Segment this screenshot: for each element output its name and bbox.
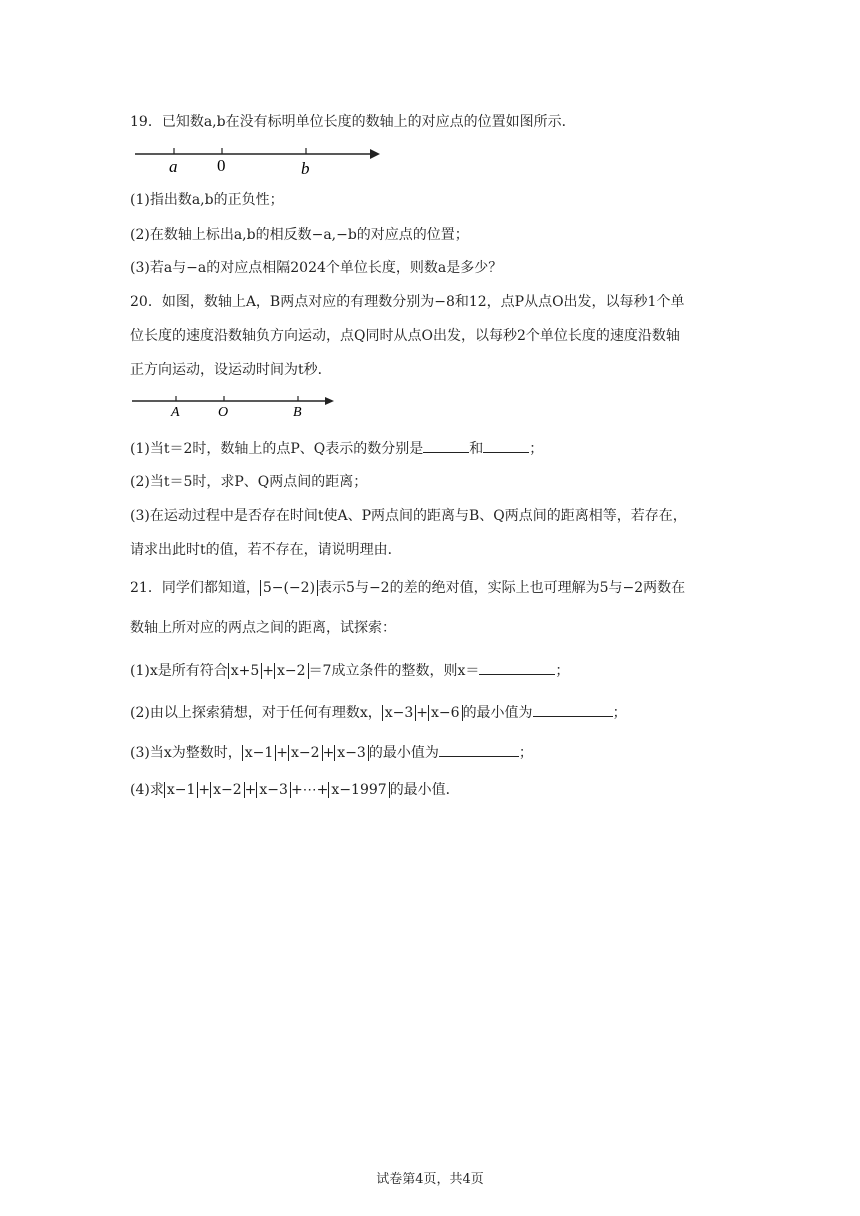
q19-label-0: 0 (217, 156, 226, 175)
q21-stem-text-a: 21．同学们都知道， (130, 580, 260, 596)
q21-p3-text-c: ； (518, 745, 533, 761)
q19-part1: (1)指出数a,b的正负性； (130, 192, 284, 208)
q19-part2: (2)在数轴上标出a,b的相反数−a,−b的对应点的位置； (130, 227, 469, 243)
q21-p4-plus2: + (244, 782, 257, 798)
q21-p3-text-b: 的最小值为 (368, 745, 439, 761)
q19-part3: (3)若a与−a的对应点相隔2024个单位长度，则数a是多少？ (130, 260, 503, 276)
q20-label-O: O (218, 405, 229, 420)
q20-part1 (130, 438, 543, 459)
q20-stem-line2: 位长度的速度沿数轴负方向运动，点Q同时从点O出发，以每秒2个单位长度的速度沿数轴 (130, 328, 680, 344)
q19-number-line (130, 140, 390, 180)
q21-p4-text-a: (4)求 (130, 782, 164, 798)
q21-p1-text-a: (1)x是所有符合 (130, 663, 228, 679)
q21-part3 (130, 742, 533, 763)
q21-p3-plus2: + (322, 745, 335, 761)
q21-stem-abs: 5−(−2) (260, 580, 318, 596)
page-footer: 试卷第4页，共4页 (376, 1172, 484, 1187)
q21-stem-line2: 数轴上所对应的两点之间的距离，试探索： (130, 620, 396, 636)
q21-p1-text-b: ＝7成立条件的整数，则x＝ (308, 663, 480, 679)
q20-number-line (128, 392, 348, 422)
q20-part1-text-c: ； (529, 441, 544, 457)
q21-p3-abs3: x−3 (334, 745, 369, 761)
q21-part2 (130, 702, 627, 723)
q20-blank-1[interactable] (423, 438, 469, 453)
q21-p2-text-a: (2)由以上探索猜想，对于任何有理数x， (130, 705, 382, 721)
q21-p3-abs2: x−2 (288, 745, 323, 761)
q19-label-b: b (301, 159, 310, 178)
q21-p2-abs2: x−6 (428, 705, 463, 721)
q21-p3-plus1: + (276, 745, 289, 761)
q21-p2-abs1: x−3 (382, 705, 417, 721)
q20-part3-line1: (3)在运动过程中是否存在时间t使A、P两点间的距离与B、Q两点间的距离相等，若存在， (130, 508, 687, 524)
q21-p4-plus1: + (198, 782, 211, 798)
q20-stem-line3: 正方向运动，设运动时间为t秒． (130, 362, 332, 378)
q21-p2-blank[interactable] (533, 702, 613, 717)
q21-p4-text-b: 的最小值． (389, 782, 460, 798)
q21-p1-abs1: x+5 (228, 663, 263, 679)
q20-stem-line1: 20．如图，数轴上A，B两点对应的有理数分别为−8和12，点P从点O出发，以每秒1个单 (130, 294, 685, 310)
q21-p3-abs1: x−1 (242, 745, 277, 761)
q21-part4 (130, 780, 460, 800)
q21-stem-line1 (130, 578, 685, 598)
q20-part3-line2: 请求出此时t的值，若不存在，请说明理由． (130, 542, 402, 558)
q20-label-A: A (171, 405, 180, 420)
q19-label-a: a (169, 157, 178, 176)
q19-stem: 19．已知数a,b在没有标明单位长度的数轴上的对应点的位置如图所示． (130, 114, 576, 130)
q21-p1-text-c: ； (555, 663, 570, 679)
q21-p2-text-b: 的最小值为 (462, 705, 533, 721)
q21-stem-text-b: 表示5与−2的差的绝对值，实际上也可理解为5与−2两数在 (318, 580, 686, 596)
q21-p4-abs3: x−3 (256, 782, 291, 798)
q20-label-B: B (293, 405, 302, 420)
q20-part1-text-b: 和 (469, 441, 484, 457)
q21-p1-abs2: x−2 (274, 663, 309, 679)
q21-p3-blank[interactable] (439, 742, 519, 757)
q21-p2-text-c: ； (612, 705, 627, 721)
q21-part1 (130, 660, 569, 681)
q20-blank-2[interactable] (483, 438, 529, 453)
q21-p3-text-a: (3)当x为整数时， (130, 745, 242, 761)
q21-p1-plus: + (262, 663, 275, 679)
q20-part2: (2)当t＝5时，求P、Q两点间的距离； (130, 474, 368, 490)
q21-p2-plus: + (416, 705, 429, 721)
q21-p4-abs1: x−1 (164, 782, 199, 798)
q21-p1-blank[interactable] (479, 660, 555, 675)
q21-p4-abs4: x−1997 (328, 782, 389, 798)
q21-p4-abs2: x−2 (210, 782, 245, 798)
q21-p4-dots: +⋯+ (290, 782, 329, 798)
q20-part1-text-a: (1)当t＝2时，数轴上的点P、Q表示的数分别是 (130, 441, 424, 457)
